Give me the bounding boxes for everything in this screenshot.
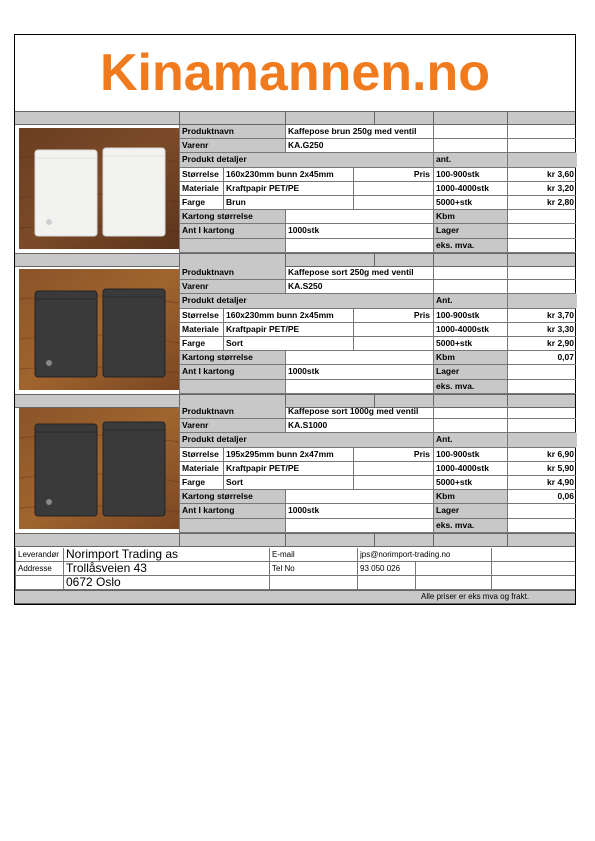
tier-qty: 5000+stk xyxy=(433,337,507,350)
tier-price: kr 3,30 xyxy=(507,323,577,336)
label-kbm: Kbm xyxy=(433,210,507,223)
label-ant-kartong: Ant I kartong xyxy=(179,365,285,378)
product-table xyxy=(179,125,576,253)
label-kartong-storrelse: Kartong størrelse xyxy=(179,490,285,503)
band-divider xyxy=(374,112,375,124)
table-cell xyxy=(353,462,433,475)
table-cell xyxy=(179,239,285,252)
label-produkt-detaljer: Produkt detaljer xyxy=(179,153,433,166)
label-produktnavn: Produktnavn xyxy=(179,405,285,418)
price-note: Alle priser er eks mva og frakt. xyxy=(421,592,530,601)
table-cell xyxy=(433,125,507,138)
table-cell xyxy=(285,351,433,364)
table-row xyxy=(179,365,576,379)
table-cell xyxy=(507,266,577,279)
table-row xyxy=(179,168,576,182)
table-cell xyxy=(507,224,577,237)
spec-value: 160x230mm bunn 2x45mm xyxy=(223,309,353,322)
table-row xyxy=(179,266,576,280)
table-cell xyxy=(179,519,285,532)
footer-empty xyxy=(15,576,63,589)
spec-value: Sort xyxy=(223,337,353,350)
spec-label: Farge xyxy=(179,476,223,489)
product-block xyxy=(15,125,575,253)
table-cell xyxy=(507,125,577,138)
table-row xyxy=(179,182,576,196)
tier-qty: 100-900stk xyxy=(433,168,507,181)
label-kbm: Kbm xyxy=(433,351,507,364)
product-block xyxy=(15,266,575,394)
price-sheet xyxy=(14,34,576,605)
table-row xyxy=(179,239,576,253)
tier-qty: 100-900stk xyxy=(433,309,507,322)
spec-value: Kraftpapir PET/PE xyxy=(223,323,353,336)
label-produktnavn: Produktnavn xyxy=(179,125,285,138)
table-cell xyxy=(507,419,577,432)
table-row xyxy=(179,490,576,504)
spec-label: Materiale xyxy=(179,323,223,336)
tier-price: kr 3,20 xyxy=(507,182,577,195)
table-cell xyxy=(433,419,507,432)
logo-header xyxy=(15,35,575,112)
table-cell xyxy=(507,365,577,378)
ant-kartong-value: 1000stk xyxy=(285,224,433,237)
label-eks-mva: eks. mva. xyxy=(433,380,507,393)
tier-price: kr 3,70 xyxy=(507,309,577,322)
table-row xyxy=(179,309,576,323)
label-lager: Lager xyxy=(433,365,507,378)
label-produktnavn: Produktnavn xyxy=(179,266,285,279)
product-photo xyxy=(19,128,179,249)
table-cell xyxy=(353,337,433,350)
label-ant: Ant. xyxy=(433,294,507,307)
footer-empty xyxy=(491,576,577,589)
table-row xyxy=(179,476,576,490)
label-kartong-storrelse: Kartong størrelse xyxy=(179,210,285,223)
tier-qty: 1000-4000stk xyxy=(433,323,507,336)
label-varenr: Varenr xyxy=(179,139,285,152)
table-row xyxy=(179,125,576,139)
separator-band xyxy=(15,253,575,267)
table-cell xyxy=(507,153,577,166)
label-kartong-storrelse: Kartong størrelse xyxy=(179,351,285,364)
band-divider xyxy=(433,112,434,124)
product-table xyxy=(179,266,576,394)
spec-value: 195x295mm bunn 2x47mm xyxy=(223,448,353,461)
ant-kartong-value: 1000stk xyxy=(285,504,433,517)
label-leverandor: Leverandør xyxy=(15,548,63,561)
table-row xyxy=(179,294,576,308)
tier-price: kr 3,60 xyxy=(507,168,577,181)
spec-label: Materiale xyxy=(179,182,223,195)
label-lager: Lager xyxy=(433,224,507,237)
table-cell xyxy=(285,239,433,252)
product-block xyxy=(15,405,575,533)
band-divider xyxy=(374,534,375,546)
footer-row xyxy=(15,576,575,590)
kbm-value: 0,07 xyxy=(507,351,577,364)
table-cell xyxy=(285,380,433,393)
table-row xyxy=(179,351,576,365)
table-row xyxy=(179,462,576,476)
band-divider xyxy=(433,254,434,266)
table-row xyxy=(179,419,576,433)
table-cell xyxy=(353,323,433,336)
label-adresse: Addresse xyxy=(15,562,63,575)
spec-label: Størrelse xyxy=(179,309,223,322)
footer-empty xyxy=(491,562,577,575)
product-name: Kaffepose brun 250g med ventil xyxy=(285,125,433,138)
table-row xyxy=(179,139,576,153)
table-row xyxy=(179,323,576,337)
label-produkt-detaljer: Produkt detaljer xyxy=(179,294,433,307)
footer-row xyxy=(15,548,575,562)
spec-value: Kraftpapir PET/PE xyxy=(223,182,353,195)
separator-band xyxy=(15,111,575,125)
table-cell xyxy=(353,182,433,195)
table-cell xyxy=(507,519,577,532)
label-produkt-detaljer: Produkt detaljer xyxy=(179,433,433,446)
footer-empty xyxy=(269,576,357,589)
band-divider xyxy=(374,254,375,266)
product-varenr: KA.S1000 xyxy=(285,419,433,432)
label-ant: ant. xyxy=(433,153,507,166)
table-row xyxy=(179,519,576,533)
table-cell xyxy=(507,380,577,393)
table-row xyxy=(179,380,576,394)
label-varenr: Varenr xyxy=(179,419,285,432)
footer-row xyxy=(15,562,575,576)
spec-label: Størrelse xyxy=(179,168,223,181)
tier-qty: 1000-4000stk xyxy=(433,182,507,195)
table-cell xyxy=(285,490,433,503)
table-cell xyxy=(507,139,577,152)
label-lager: Lager xyxy=(433,504,507,517)
band-divider xyxy=(285,534,286,546)
table-row xyxy=(179,433,576,447)
product-varenr: KA.G250 xyxy=(285,139,433,152)
table-cell xyxy=(507,280,577,293)
table-cell xyxy=(353,196,433,209)
footer-empty xyxy=(415,562,491,575)
spec-label: Størrelse xyxy=(179,448,223,461)
product-photo xyxy=(19,408,179,529)
product-table xyxy=(179,405,576,533)
tier-price: kr 4,90 xyxy=(507,476,577,489)
spec-value: Brun xyxy=(223,196,353,209)
band-divider xyxy=(179,254,180,266)
label-pris: Pris xyxy=(353,309,433,322)
band-divider xyxy=(179,534,180,546)
tier-price: kr 2,90 xyxy=(507,337,577,350)
tier-qty: 5000+stk xyxy=(433,196,507,209)
band-divider xyxy=(285,112,286,124)
kbm-value: 0,06 xyxy=(507,490,577,503)
address-line-2: 0672 Oslo xyxy=(63,576,269,589)
band-divider xyxy=(507,534,508,546)
table-cell xyxy=(507,405,577,418)
product-varenr: KA.S250 xyxy=(285,280,433,293)
table-cell xyxy=(285,519,433,532)
table-row xyxy=(179,210,576,224)
table-cell xyxy=(353,476,433,489)
note-band xyxy=(15,590,575,604)
table-cell xyxy=(507,294,577,307)
table-cell xyxy=(507,239,577,252)
table-row xyxy=(179,196,576,210)
table-cell xyxy=(507,504,577,517)
spec-value: Kraftpapir PET/PE xyxy=(223,462,353,475)
table-row xyxy=(179,337,576,351)
spec-value: Sort xyxy=(223,476,353,489)
band-divider xyxy=(179,112,180,124)
table-row xyxy=(179,224,576,238)
label-tel: Tel No xyxy=(269,562,357,575)
table-cell xyxy=(179,380,285,393)
footer-empty xyxy=(415,576,491,589)
table-row xyxy=(179,280,576,294)
supplier-email[interactable]: jps@norimport-trading.no xyxy=(357,548,491,561)
logo-text: Kinamannen.no xyxy=(99,44,491,102)
band-divider xyxy=(507,112,508,124)
ant-kartong-value: 1000stk xyxy=(285,365,433,378)
product-name: Kaffepose sort 250g med ventil xyxy=(285,266,433,279)
label-pris: Pris xyxy=(353,168,433,181)
label-ant-kartong: Ant I kartong xyxy=(179,224,285,237)
band-divider xyxy=(285,254,286,266)
spec-label: Materiale xyxy=(179,462,223,475)
label-ant: Ant. xyxy=(433,433,507,446)
supplier-name: Norimport Trading as xyxy=(63,548,269,561)
label-eks-mva: eks. mva. xyxy=(433,519,507,532)
spec-label: Farge xyxy=(179,196,223,209)
table-cell xyxy=(433,266,507,279)
tier-price: kr 2,80 xyxy=(507,196,577,209)
separator-band xyxy=(15,533,575,547)
label-kbm: Kbm xyxy=(433,490,507,503)
kbm-value xyxy=(507,210,577,223)
tier-qty: 5000+stk xyxy=(433,476,507,489)
product-name: Kaffepose sort 1000g med ventil xyxy=(285,405,433,418)
label-ant-kartong: Ant I kartong xyxy=(179,504,285,517)
footer-empty xyxy=(357,576,415,589)
table-cell xyxy=(433,405,507,418)
product-photo xyxy=(19,269,179,390)
tier-qty: 100-900stk xyxy=(433,448,507,461)
tier-price: kr 6,90 xyxy=(507,448,577,461)
spec-value: 160x230mm bunn 2x45mm xyxy=(223,168,353,181)
spec-label: Farge xyxy=(179,337,223,350)
band-divider xyxy=(507,254,508,266)
table-row xyxy=(179,448,576,462)
supplier-phone: 93 050 026 xyxy=(357,562,415,575)
label-pris: Pris xyxy=(353,448,433,461)
footer-empty xyxy=(491,548,577,561)
label-varenr: Varenr xyxy=(179,280,285,293)
table-row xyxy=(179,405,576,419)
tier-price: kr 5,90 xyxy=(507,462,577,475)
tier-qty: 1000-4000stk xyxy=(433,462,507,475)
table-row xyxy=(179,153,576,167)
address-line-1: Trollåsveien 43 xyxy=(63,562,269,575)
table-cell xyxy=(433,139,507,152)
table-row xyxy=(179,504,576,518)
label-eks-mva: eks. mva. xyxy=(433,239,507,252)
table-cell xyxy=(285,210,433,223)
table-cell xyxy=(507,433,577,446)
label-email: E-mail xyxy=(269,548,357,561)
table-cell xyxy=(433,280,507,293)
band-divider xyxy=(433,534,434,546)
